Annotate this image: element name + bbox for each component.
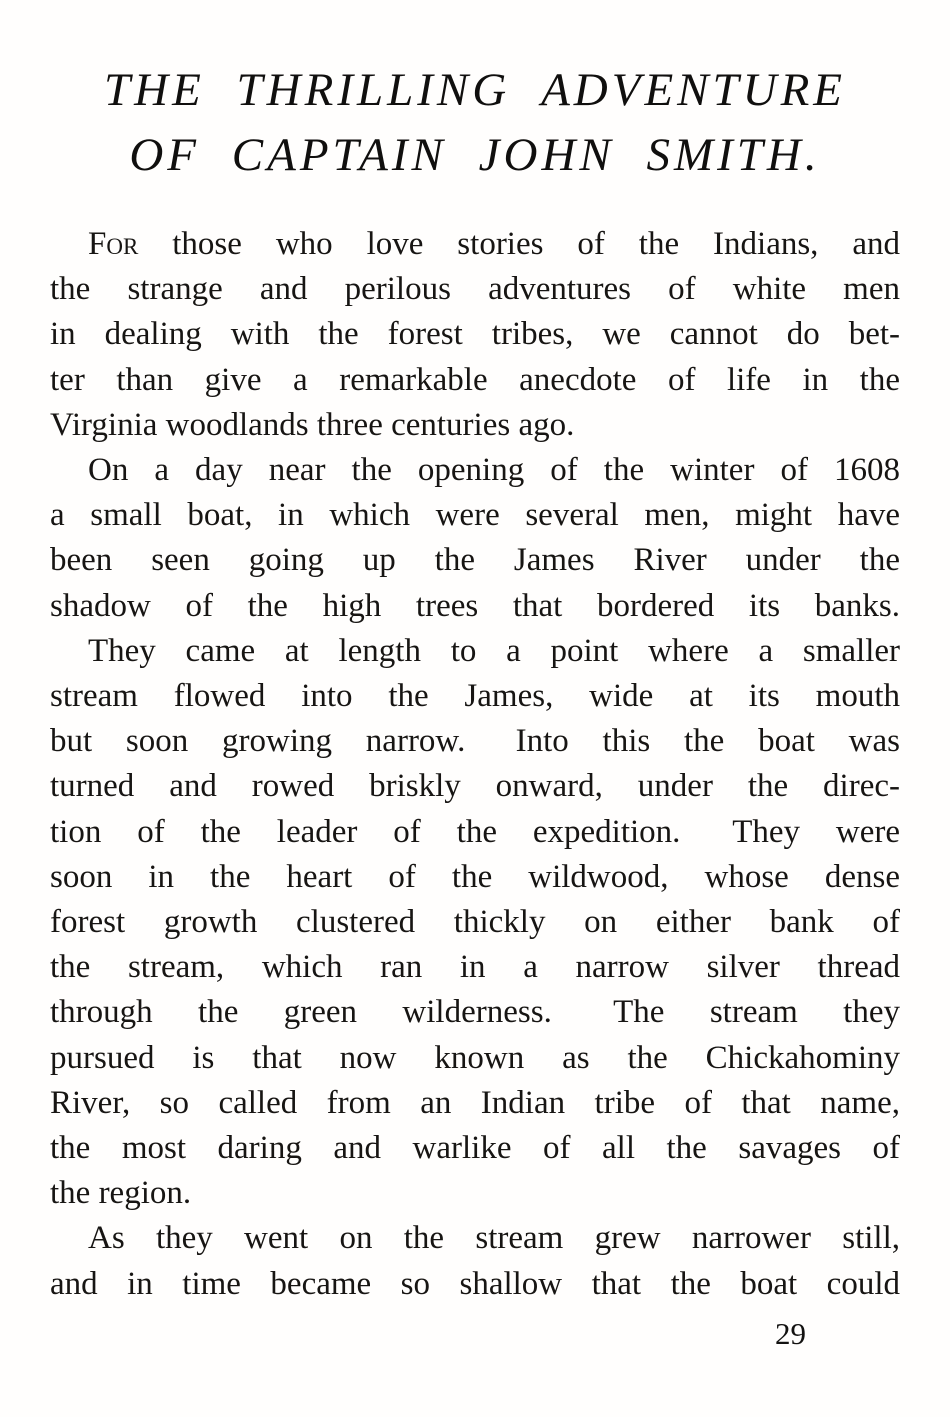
text-line: They came at length to a point where a smaller <box>88 632 900 669</box>
text-line: and in time became so shallow that the boat could <box>50 1265 900 1302</box>
text-line: On a day near the opening of the winter of 1608 <box>88 452 900 489</box>
paragraph <box>50 629 900 1217</box>
page-number: 29 <box>775 1315 806 1351</box>
text-line: the strange and perilous adventures of white men <box>50 271 900 308</box>
text-line: forest growth clustered thickly on either bank of <box>50 904 900 941</box>
paragraph <box>50 448 900 629</box>
text-line: been seen going up the James River under the <box>50 542 900 579</box>
text-line: shadow of the high trees that bordered its banks. <box>50 587 900 624</box>
text-line: the region. <box>50 1175 192 1212</box>
page-title <box>50 58 900 188</box>
paragraph <box>50 222 900 448</box>
text-line: For those who love stories of the Indians, and <box>88 226 900 262</box>
text-line: pursued is that now known as the Chickahominy <box>50 1039 900 1076</box>
paragraph <box>50 1216 900 1306</box>
text-line: Virginia woodlands three centuries ago. <box>50 406 575 443</box>
text-line: ter than give a remarkable anecdote of life in the <box>50 361 900 398</box>
text-line: soon in the heart of the wildwood, whose dense <box>50 858 900 895</box>
text-line: tion of the leader of the expedition. They were <box>50 813 900 850</box>
text-line: stream flowed into the James, wide at its mouth <box>50 678 900 715</box>
title-line-1: THE THRILLING ADVENTURE <box>103 64 847 116</box>
smallcaps-lead: For <box>88 226 139 262</box>
title-line-2: OF CAPTAIN JOHN SMITH. <box>129 129 821 181</box>
text-line: a small boat, in which were several men, might have <box>50 497 900 534</box>
text-line: in dealing with the forest tribes, we cannot do bet- <box>50 316 900 353</box>
text-line: but soon growing narrow. Into this the boat was <box>50 723 900 760</box>
text-line: the most daring and warlike of all the savages of <box>50 1130 900 1167</box>
text-line: As they went on the stream grew narrower still, <box>88 1220 900 1257</box>
text-line: turned and rowed briskly onward, under the direc- <box>50 768 900 805</box>
body-text <box>50 222 900 1307</box>
text-line: through the green wilderness. The stream they <box>50 994 900 1031</box>
text-line: River, so called from an Indian tribe of that name, <box>50 1084 900 1121</box>
text-line: the stream, which ran in a narrow silver thread <box>50 949 900 986</box>
